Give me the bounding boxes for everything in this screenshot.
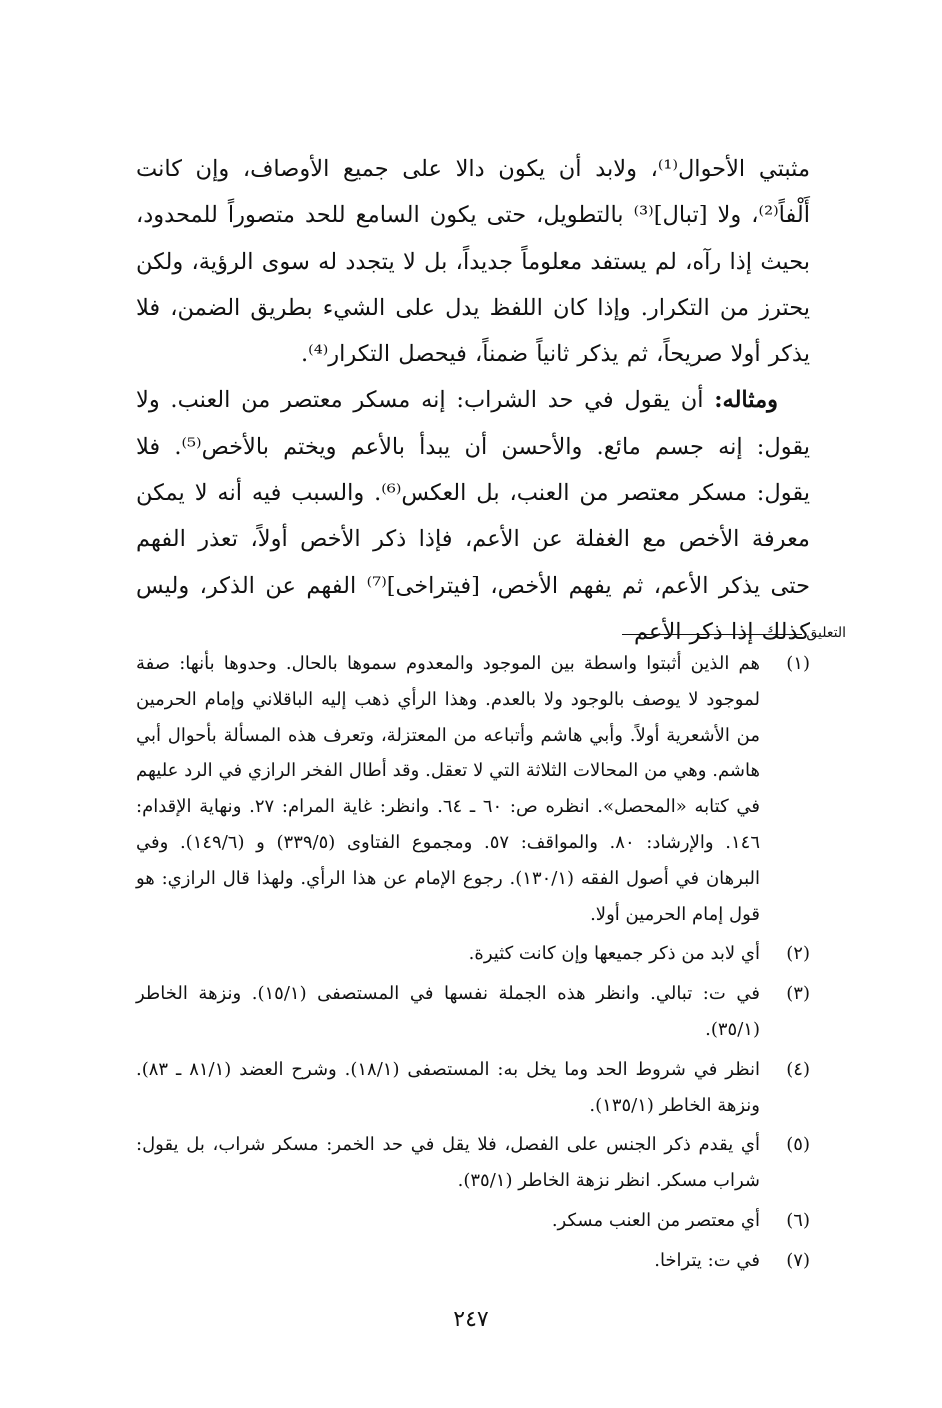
footnote-text: في ت: تبالي. وانظر هذه الجملة نفسها في المستصفى (١٥/١). ونزهة الخاطر (٣٥/١).	[136, 983, 760, 1040]
page-number: ٢٤٧	[453, 1307, 489, 1332]
footnote-text: هم الذين أثبتوا واسطة بين الموجود والمعدوم سموها بالحال. وحدوها بأنها: صفة لموجود لا يوصف بالوجود ولا بالعدم. وهذا الرأي ذهب إليه الباقلاني وإمام الحرمين من الأشعرية أولاً. وأبي هاشم وأتباعه من المعتزلة، وتعرف هذه المسألة بأحوال أبي هاشم. وهي من المحالات الثلاثة التي لا تعقل. وقد أطال الفخر الرازي في الرد عليهم في كتابه «المحصل». انظره ص: ٦٠ ـ ٦٤. وانظر: غاية المرام: ٢٧. ونهاية الإقدام: ١٤٦. والإرشاد: ٨٠. والمواقف: ٥٧. ومجموع الفتاوى (٣٣٩/٥) و (١٤٩/٦). وفي البرهان في أصول الفقه (١٣٠/١). رجوع الإمام عن هذا الرأي. ولهذا قال الرازي: هو قول إمام الحرمين أولا.	[136, 653, 760, 925]
footnote-item	[136, 936, 810, 972]
footnotes-section	[136, 646, 810, 1283]
footnote-item	[136, 1203, 810, 1239]
footnote-divider	[622, 634, 802, 635]
footnote-number: (٢)	[786, 943, 810, 965]
footnote-item	[136, 646, 810, 932]
footnote-text: انظر في شروط الحد وما يخل به: المستصفى (١٨/١). وشرح العضد (٨١/١ ـ ٨٣). ونزهة الخاطر (١٣٥/١).	[136, 1058, 761, 1116]
example-label: ومثاله:	[714, 387, 778, 414]
footnote-text: أي لابد من ذكر جميعها وإن كانت كثيرة.	[468, 943, 760, 965]
footnote-text: أي يقدم ذكر الجنس على الفصل، فلا يقل في حد الخمر: مسكر شراب، بل يقول: شراب مسكر. انظر نزهة الخاطر (٣٥/١).	[136, 1134, 760, 1192]
footnote-number: (١)	[786, 653, 810, 674]
footnote-item	[136, 1127, 810, 1199]
main-paragraph-2-text: أن يقول في حد الشراب: إنه مسكر معتصر من العنب. ولا يقول: إنه جسم مائع. والأحسن أن يبدأ بالأعم ويختم بالأخص⁽⁵⁾. فلا يقول: مسكر معتصر من العنب، بل العكس⁽⁶⁾. والسبب فيه أنه لا يمكن معرفة الأخص مع الغفلة عن الأعم، فإذا ذكر الأخص أولاً، تعذر الفهم حتى يذكر الأعم، ثم يفهم الأخص، [فيتراخى]⁽⁷⁾ الفهم عن الذكر، وليس كذلك إذا ذكر الأعم	[136, 387, 811, 645]
main-text-body	[136, 146, 810, 655]
footnote-number: (٦)	[786, 1209, 810, 1231]
footnotes-heading: التعليق	[806, 625, 846, 641]
footnote-number: (٣)	[786, 983, 810, 1005]
main-paragraph-1: مثبتي الأحوال⁽¹⁾، ولابد أن يكون دالا على جميع الأوصاف، وإن كانت أَلْفاً⁽²⁾، ولا [تبال]⁽³⁾ بالتطويل، حتى يكون السامع للحد متصوراً للمحدود، بحيث إذا رآه، لم يستفد معلوماً جديداً، بل لا يتجدد له سوى الرؤية، ولكن يحترز من التكرار. وإذا كان اللفظ يدل على الشيء بطريق الضمن، فلا يذكر أولا صريحاً، ثم يذكر ثانياً ضمناً، فيحصل التكرار⁽⁴⁾.	[136, 156, 810, 368]
footnote-number: (٥)	[786, 1134, 810, 1156]
footnote-number: (٧)	[786, 1249, 810, 1271]
main-paragraph-2	[136, 377, 810, 655]
footnote-item	[136, 1052, 810, 1124]
footnote-text: أي معتصر من العنب مسكر.	[551, 1209, 760, 1231]
footnote-item	[136, 976, 810, 1048]
footnote-text: في ت: يتراخا.	[654, 1249, 760, 1271]
footnote-item	[136, 1243, 810, 1279]
footnote-number: (٤)	[786, 1058, 810, 1080]
